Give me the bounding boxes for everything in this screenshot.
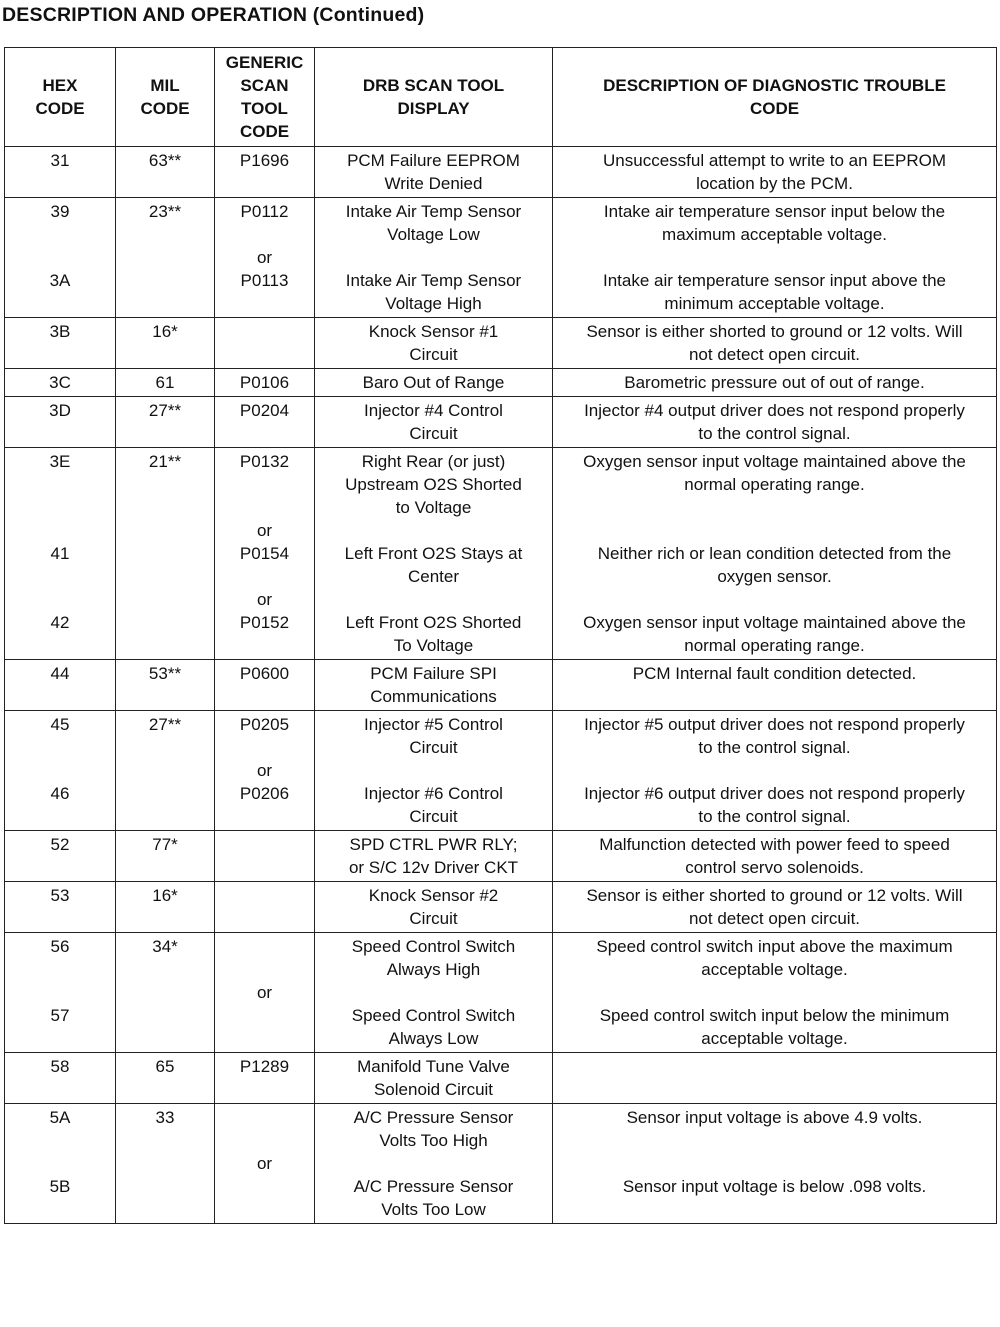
generic-code-cell [215, 660, 315, 711]
mil-code-cell [116, 147, 215, 198]
cell-text: 5A [49, 1108, 71, 1127]
hex-code-cell [5, 933, 116, 1053]
mil-code-cell [116, 882, 215, 933]
header-line: CODE [749, 99, 800, 118]
header-generic-scan-tool-code [215, 48, 315, 147]
cell-text: PCM Failure SPI [370, 664, 497, 683]
cell-text: P0204 [239, 401, 290, 420]
cell-text: Always High [386, 960, 481, 979]
hex-code-cell [5, 882, 116, 933]
mil-code-cell [116, 448, 215, 660]
hex-code-cell [5, 1104, 116, 1224]
cell-text: Always Low [388, 1029, 479, 1048]
description-cell [553, 831, 997, 882]
hex-code-cell [5, 318, 116, 369]
cell-text: 5B [49, 1177, 71, 1196]
cell-text: Oxygen sensor input voltage maintained above the [583, 452, 966, 471]
cell-text: Circuit [409, 345, 458, 364]
generic-code-cell [215, 711, 315, 831]
mil-code-cell [116, 318, 215, 369]
header-line: GENERIC [225, 53, 304, 72]
cell-text: 27** [148, 401, 182, 420]
cell-text: 44 [50, 664, 70, 683]
cell-text: 63** [148, 151, 182, 170]
dtc-table [4, 47, 997, 1224]
cell-text: 58 [50, 1057, 70, 1076]
description-cell [553, 882, 997, 933]
or-separator: or [256, 761, 273, 780]
drb-display-cell [315, 147, 553, 198]
cell-text: Left Front O2S Stays at [344, 544, 523, 563]
header-line: TOOL [241, 99, 288, 118]
cell-text: 77* [152, 835, 178, 854]
cell-text: P0600 [239, 664, 290, 683]
header-line: SCAN [240, 76, 289, 95]
cell-text: Voltage High [385, 294, 482, 313]
cell-text: or S/C 12v Driver CKT [348, 858, 519, 877]
cell-text: location by the PCM. [696, 174, 853, 193]
cell-text: P0152 [239, 613, 290, 632]
cell-text: 46 [50, 784, 70, 803]
cell-text: normal operating range. [684, 636, 865, 655]
cell-text: Barometric pressure out of out of range. [624, 373, 925, 392]
cell-text: Injector #4 output driver does not respond properly [584, 401, 965, 420]
generic-code-cell [215, 448, 315, 660]
table-row [5, 1104, 997, 1224]
cell-text: 61 [155, 373, 175, 392]
table-row [5, 369, 997, 397]
cell-text: Voltage Low [387, 225, 480, 244]
cell-text: Unsuccessful attempt to write to an EEPROM [603, 151, 946, 170]
cell-text: Circuit [409, 807, 458, 826]
or-separator: or [256, 521, 273, 540]
table-row [5, 1053, 997, 1104]
cell-text: to Voltage [395, 498, 472, 517]
cell-text: Oxygen sensor input voltage maintained above the [583, 613, 966, 632]
drb-display-cell [315, 660, 553, 711]
cell-text: not detect open circuit. [688, 345, 861, 364]
cell-text: P0154 [239, 544, 290, 563]
mil-code-cell [116, 198, 215, 318]
hex-code-cell [5, 711, 116, 831]
cell-text: Baro Out of Range [362, 373, 505, 392]
table-row [5, 882, 997, 933]
cell-text: 21** [148, 452, 182, 471]
cell-text: Circuit [409, 909, 458, 928]
cell-text: Knock Sensor #1 [368, 322, 499, 341]
table-header [5, 48, 997, 147]
table-row [5, 147, 997, 198]
drb-display-cell [315, 397, 553, 448]
cell-text: minimum acceptable voltage. [664, 294, 885, 313]
mil-code-cell [116, 1053, 215, 1104]
cell-text: Injector #6 Control [364, 784, 503, 803]
cell-text: 3A [49, 271, 71, 290]
cell-text: control servo solenoids. [685, 858, 864, 877]
cell-text: Sensor is either shorted to ground or 12 volts. Will [586, 886, 963, 905]
drb-display-cell [315, 1104, 553, 1224]
cell-text: To Voltage [393, 636, 474, 655]
cell-text: Communications [370, 687, 497, 706]
drb-display-cell [315, 1053, 553, 1104]
cell-text: Circuit [409, 738, 458, 757]
cell-text: 53** [148, 664, 182, 683]
or-separator: or [256, 983, 273, 1002]
drb-display-cell [315, 448, 553, 660]
cell-text: not detect open circuit. [688, 909, 861, 928]
drb-display-cell [315, 831, 553, 882]
table-row [5, 831, 997, 882]
cell-text: 53 [50, 886, 70, 905]
description-cell [553, 318, 997, 369]
header-hex-code [5, 48, 116, 147]
cell-text: P0206 [239, 784, 290, 803]
hex-code-cell [5, 831, 116, 882]
cell-text: 3E [49, 452, 71, 471]
generic-code-cell [215, 198, 315, 318]
cell-text: Solenoid Circuit [373, 1080, 494, 1099]
header-line: DRB SCAN TOOL [362, 76, 505, 95]
header-drb-scan-tool-display [315, 48, 553, 147]
description-cell [553, 1104, 997, 1224]
cell-text: Write Denied [384, 174, 483, 193]
page-heading: DESCRIPTION AND OPERATION (Continued) [2, 4, 425, 26]
cell-text: P0112 [240, 202, 289, 221]
drb-display-cell [315, 198, 553, 318]
drb-display-cell [315, 711, 553, 831]
header-line: DESCRIPTION OF DIAGNOSTIC TROUBLE [603, 76, 946, 95]
cell-text: Knock Sensor #2 [368, 886, 499, 905]
generic-code-cell [215, 1053, 315, 1104]
header-line: HEX [42, 76, 78, 95]
description-cell [553, 397, 997, 448]
cell-text: acceptable voltage. [701, 1029, 848, 1048]
cell-text: Upstream O2S Shorted [345, 475, 522, 494]
header-line: CODE [140, 99, 190, 118]
mil-code-cell [116, 711, 215, 831]
cell-text: 27** [148, 715, 182, 734]
cell-text: 3D [49, 401, 71, 420]
table-body [5, 147, 997, 1224]
header-line: CODE [35, 99, 85, 118]
cell-text: oxygen sensor. [717, 567, 832, 586]
description-cell [553, 369, 997, 397]
cell-text: Intake air temperature sensor input above the [602, 271, 947, 290]
hex-code-cell [5, 397, 116, 448]
mil-code-cell [116, 397, 215, 448]
header-row [5, 48, 997, 147]
description-cell [553, 198, 997, 318]
cell-text: 33 [155, 1108, 175, 1127]
cell-text: 3B [49, 322, 71, 341]
cell-text: Intake air temperature sensor input below the [603, 202, 946, 221]
generic-code-cell [215, 1104, 315, 1224]
cell-text: A/C Pressure Sensor [353, 1108, 514, 1127]
cell-text: 39 [50, 202, 70, 221]
cell-text: Circuit [409, 424, 458, 443]
cell-text: P0205 [239, 715, 290, 734]
table-row [5, 198, 997, 318]
mil-code-cell [116, 1104, 215, 1224]
description-cell [553, 711, 997, 831]
table-row [5, 318, 997, 369]
cell-text: 45 [50, 715, 70, 734]
generic-code-cell [215, 147, 315, 198]
cell-text: 57 [50, 1006, 70, 1025]
hex-code-cell [5, 1053, 116, 1104]
cell-text: 34* [152, 937, 178, 956]
generic-code-cell [215, 369, 315, 397]
hex-code-cell [5, 147, 116, 198]
or-separator: or [256, 1154, 273, 1173]
cell-text: P0113 [240, 271, 289, 290]
mil-code-cell [116, 933, 215, 1053]
cell-text: 65 [155, 1057, 175, 1076]
cell-text: Sensor input voltage is above 4.9 volts. [626, 1108, 923, 1127]
cell-text: Center [407, 567, 460, 586]
cell-text: Neither rich or lean condition detected from the [597, 544, 952, 563]
description-cell [553, 147, 997, 198]
cell-text: Injector #5 output driver does not respond properly [584, 715, 965, 734]
table-row [5, 448, 997, 660]
cell-text: Injector #6 output driver does not respond properly [584, 784, 965, 803]
cell-text: P0106 [239, 373, 290, 392]
cell-text: 41 [50, 544, 70, 563]
generic-code-cell [215, 397, 315, 448]
cell-text: PCM Failure EEPROM [347, 151, 520, 170]
table-row [5, 933, 997, 1053]
cell-text: 3C [49, 373, 71, 392]
cell-text: 31 [50, 151, 70, 170]
cell-text: maximum acceptable voltage. [662, 225, 887, 244]
header-line: MIL [150, 76, 180, 95]
drb-display-cell [315, 369, 553, 397]
description-cell [553, 660, 997, 711]
cell-text: A/C Pressure Sensor [353, 1177, 514, 1196]
generic-code-cell [215, 318, 315, 369]
cell-text: PCM Internal fault condition detected. [632, 664, 917, 683]
cell-text: Sensor is either shorted to ground or 12 volts. Will [586, 322, 963, 341]
cell-text: Malfunction detected with power feed to speed [599, 835, 950, 854]
cell-text: Right Rear (or just) [361, 452, 506, 471]
mil-code-cell [116, 369, 215, 397]
table-row [5, 397, 997, 448]
cell-text: SPD CTRL PWR RLY; [349, 835, 518, 854]
generic-code-cell [215, 831, 315, 882]
cell-text: 56 [50, 937, 70, 956]
header-line: DISPLAY [397, 99, 470, 118]
cell-text: Speed Control Switch [351, 1006, 516, 1025]
hex-code-cell [5, 448, 116, 660]
cell-text: 42 [50, 613, 70, 632]
cell-text: Left Front O2S Shorted [345, 613, 522, 632]
hex-code-cell [5, 369, 116, 397]
cell-text: to the control signal. [698, 738, 851, 757]
description-cell [553, 448, 997, 660]
table-row [5, 660, 997, 711]
cell-text: 23** [148, 202, 182, 221]
cell-text: Volts Too Low [381, 1200, 486, 1219]
header-line: CODE [239, 122, 290, 141]
table-row [5, 711, 997, 831]
cell-text: Volts Too High [379, 1131, 488, 1150]
cell-text: acceptable voltage. [701, 960, 848, 979]
header-mil-code [116, 48, 215, 147]
cell-text: Intake Air Temp Sensor [345, 202, 522, 221]
cell-text: P1289 [239, 1057, 290, 1076]
cell-text: Injector #4 Control [364, 401, 503, 420]
cell-text: P1696 [239, 151, 290, 170]
cell-text: Sensor input voltage is below .098 volts. [622, 1177, 927, 1196]
or-separator: or [256, 590, 273, 609]
cell-text: Speed Control Switch [351, 937, 516, 956]
hex-code-cell [5, 660, 116, 711]
description-cell [553, 1053, 997, 1104]
generic-code-cell [215, 882, 315, 933]
cell-text: Injector #5 Control [364, 715, 503, 734]
cell-text: Speed control switch input above the maximum [596, 937, 953, 956]
cell-text: 52 [50, 835, 70, 854]
cell-text: 16* [152, 886, 178, 905]
generic-code-cell [215, 933, 315, 1053]
cell-text: to the control signal. [698, 807, 851, 826]
cell-text: Intake Air Temp Sensor [345, 271, 522, 290]
or-separator: or [256, 248, 273, 267]
cell-text: P0132 [239, 452, 290, 471]
header-description [553, 48, 997, 147]
cell-text: normal operating range. [684, 475, 865, 494]
drb-display-cell [315, 882, 553, 933]
mil-code-cell [116, 660, 215, 711]
cell-text: to the control signal. [698, 424, 851, 443]
drb-display-cell [315, 933, 553, 1053]
cell-text: Manifold Tune Valve [357, 1057, 510, 1076]
cell-text: Speed control switch input below the minimum [599, 1006, 950, 1025]
hex-code-cell [5, 198, 116, 318]
drb-display-cell [315, 318, 553, 369]
description-cell [553, 933, 997, 1053]
mil-code-cell [116, 831, 215, 882]
cell-text: 16* [152, 322, 178, 341]
